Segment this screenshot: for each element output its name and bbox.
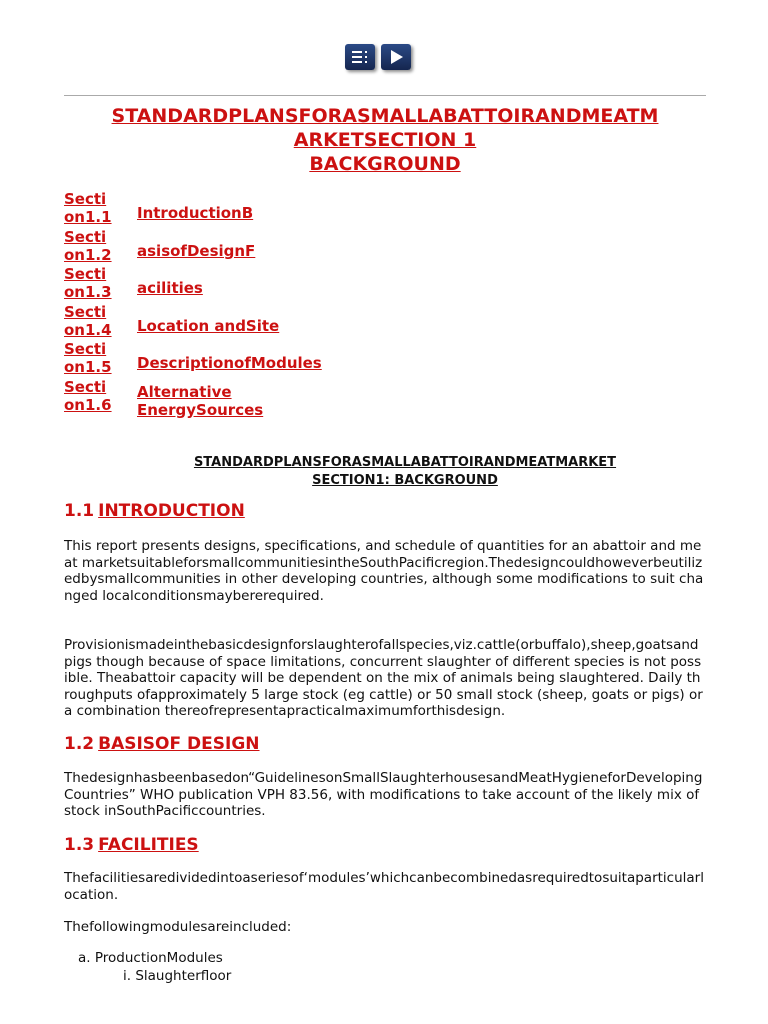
heading-basis-of-design xyxy=(64,733,260,755)
toc-row xyxy=(64,190,364,228)
toc-section-link[interactable]: Section1.3 xyxy=(64,265,112,301)
toc-row xyxy=(64,340,364,378)
subtitle-line-1: STANDARDPLANSFORASMALLABATTOIRANDMEATMARKET xyxy=(193,455,617,470)
heading-introduction xyxy=(64,500,245,522)
heading-link[interactable]: INTRODUCTION xyxy=(98,501,245,521)
play-icon xyxy=(388,49,404,65)
document-title[interactable] xyxy=(64,104,706,176)
menu-button[interactable] xyxy=(345,44,375,70)
toc-title-link[interactable]: acilities xyxy=(137,279,203,297)
toc-section-link[interactable]: Section1.1 xyxy=(64,190,112,226)
paragraph: Thefacilitiesaredividedintoaseriesof‘modules’whichcanbecombinedasrequiredtosuitaparticularlocation. xyxy=(64,870,704,903)
paragraph: This report presents designs, specifications, and schedule of quantities for an abattoir and meat marketsuitableforsmallcommunitiesintheSouthPacificregion.Thedesigncouldhoweverbeutilizedbysmallcommunities in other developing countries, although some modifications to suit changed localconditionsmaybererequired. xyxy=(64,538,704,604)
heading-facilities xyxy=(64,834,199,856)
menu-icon xyxy=(351,50,369,64)
section-subtitle xyxy=(64,454,746,490)
toc-section-link[interactable]: Section1.4 xyxy=(64,303,112,339)
toc-row xyxy=(64,303,364,340)
heading-number: 1.3 xyxy=(64,835,95,855)
toc-row xyxy=(64,228,364,265)
list-item: a. ProductionModules xyxy=(78,950,223,966)
heading-number: 1.1 xyxy=(64,501,95,521)
title-line-1: STANDARDPLANSFORASMALLABATTOIRANDMEATM xyxy=(111,105,659,127)
toc-section-link[interactable]: Section1.5 xyxy=(64,340,112,376)
subtitle-line-2: SECTION1: BACKGROUND xyxy=(312,473,498,488)
heading-link[interactable]: FACILITIES xyxy=(98,835,199,855)
toc-section-link[interactable]: Section1.2 xyxy=(64,228,112,264)
title-line-3: BACKGROUND xyxy=(309,153,461,175)
heading-link[interactable]: BASISOF DESIGN xyxy=(98,734,260,754)
toc-row xyxy=(64,265,364,303)
paragraph: Thedesignhasbeenbasedon“GuidelinesonSmallSlaughterhousesandMeatHygieneforDevelopingCountries” WHO publication VPH 83.56, with modifications to take account of the likely mix of stock inSouthPacificcountries. xyxy=(64,770,703,819)
toc-title-link[interactable]: DescriptionofModules xyxy=(137,354,322,372)
toc-title-link[interactable]: Alternative EnergySources xyxy=(137,383,264,419)
list-item: i. Slaughterfloor xyxy=(123,968,232,984)
title-line-2: ARKETSECTION 1 xyxy=(293,129,477,151)
navigation-buttons xyxy=(345,44,411,70)
paragraph: Thefollowingmodulesareincluded: xyxy=(64,919,292,935)
play-button[interactable] xyxy=(381,44,411,70)
paragraph: Provisionismadeinthebasicdesignforslaughterofallspecies,viz.cattle(orbuffalo),sheep,goatsandpigs though because of space limitations, concurrent slaughter of different species is not possible. Theabattoir capacity will be dependent on the mix of animals being slaughtered. Daily throughputs ofapproximately 5 large stock (eg cattle) or 50 small stock (sheep, goats or pigs) or a combination thereofrepresentapracticalmaximumforthisdesign. xyxy=(64,637,703,719)
heading-number: 1.2 xyxy=(64,734,95,754)
table-of-contents xyxy=(64,190,364,434)
toc-title-link[interactable]: IntroductionB xyxy=(137,204,254,222)
toc-title-link[interactable]: asisofDesignF xyxy=(137,242,256,260)
toc-section-link[interactable]: Section1.6 xyxy=(64,378,112,414)
toc-title-link[interactable]: Location andSite xyxy=(137,317,280,335)
toc-row xyxy=(64,378,364,434)
horizontal-rule xyxy=(64,95,706,96)
